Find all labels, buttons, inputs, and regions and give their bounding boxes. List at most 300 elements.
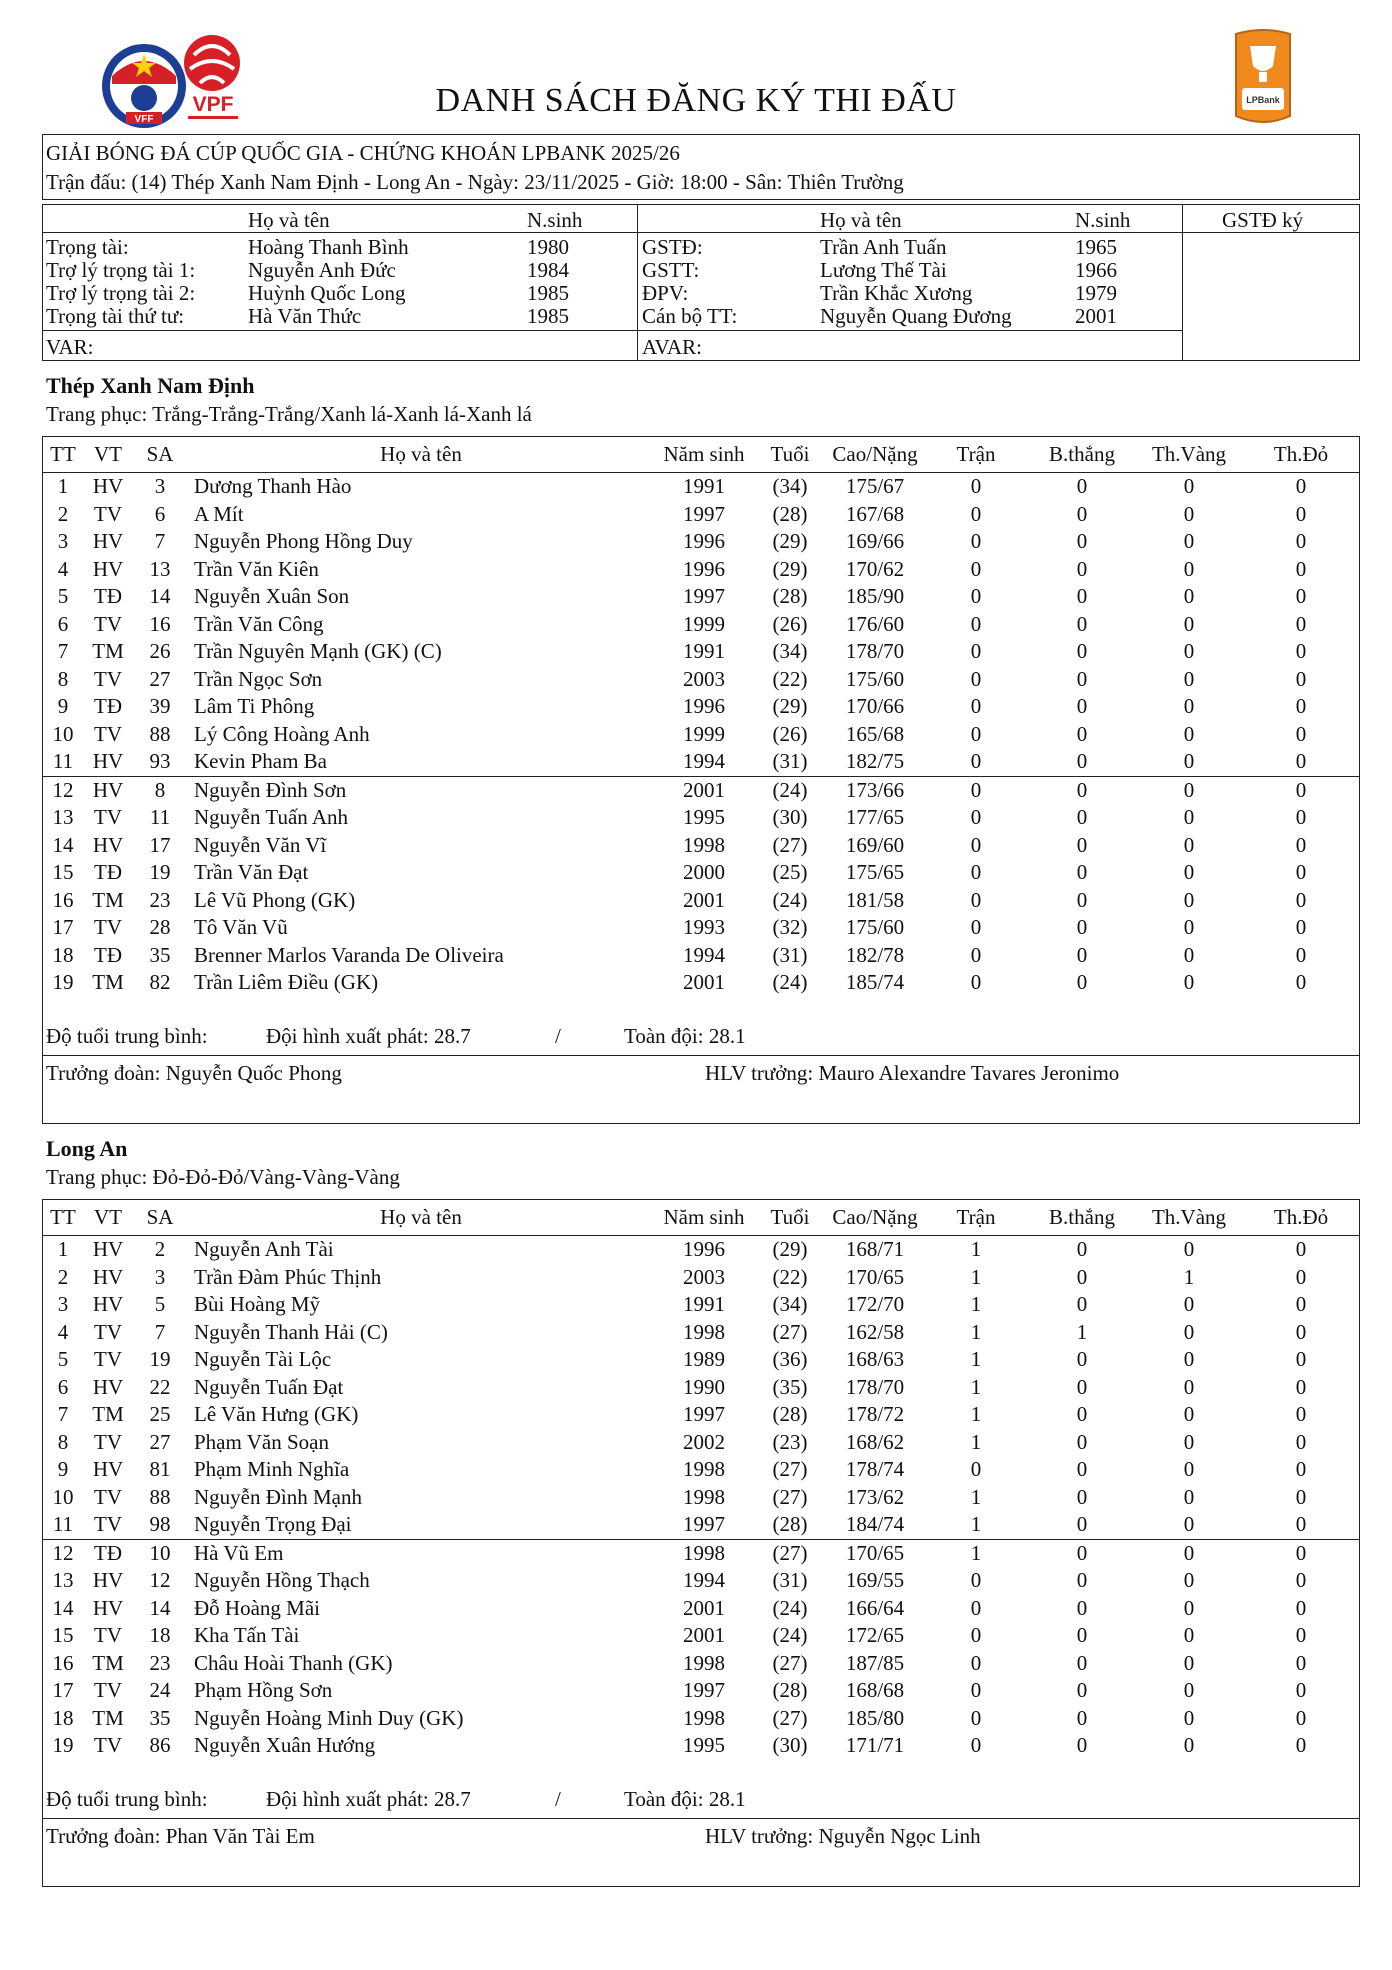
player-vt: TM [92, 1650, 124, 1675]
official-name: Hà Văn Thức [248, 304, 362, 328]
player-vt: TV [94, 611, 122, 636]
player-sa: 18 [149, 1623, 171, 1647]
player-tt: 7 [57, 639, 69, 663]
player-yellow: 0 [1183, 1650, 1195, 1675]
player-goals: 0 [1076, 1623, 1088, 1647]
player-sa: 14 [149, 584, 171, 608]
player-age: (32) [772, 915, 808, 939]
player-year: 1991 [683, 1292, 725, 1316]
player-height-weight: 175/60 [845, 915, 905, 939]
player-age: (27) [772, 1705, 808, 1730]
player-yellow: 0 [1183, 805, 1195, 829]
player-goals: 0 [1076, 1484, 1088, 1509]
player-yellow: 0 [1183, 694, 1195, 718]
official-name: Trần Khắc Xương [820, 281, 973, 305]
player-tt: 9 [57, 1457, 69, 1481]
player-vt: HV [92, 474, 124, 498]
column-header-vt: VT [84, 436, 132, 473]
player-yellow: 0 [1183, 1595, 1195, 1620]
player-age: (34) [772, 474, 808, 498]
player-year: 2001 [683, 887, 725, 912]
table-row [42, 804, 1360, 832]
player-vt: HV [92, 1292, 124, 1316]
player-sa: 8 [132, 776, 188, 804]
player-vt: TV [94, 1347, 122, 1371]
player-sa: 2 [154, 1237, 166, 1261]
player-vt: TM [92, 1705, 124, 1730]
player-goals: 0 [1076, 942, 1088, 967]
player-red: 0 [1295, 1678, 1307, 1702]
player-goals: 0 [1076, 556, 1088, 581]
player-age: (28) [772, 1402, 808, 1426]
player-name: Nguyễn Xuân Hướng [194, 1733, 376, 1757]
player-name: Lâm Ti Phông [194, 694, 315, 718]
official-name: Nguyễn Anh Đức [248, 258, 396, 282]
player-yellow: 1 [1183, 1264, 1195, 1289]
player-goals: 0 [1076, 887, 1088, 912]
player-sa: 35 [149, 1705, 171, 1730]
player-year: 1996 [683, 556, 725, 581]
player-vt: HV [84, 776, 132, 804]
player-name: Bùi Hoàng Mỹ [194, 1292, 320, 1316]
official-role: ĐPV: [642, 281, 689, 305]
table-row [42, 1595, 1360, 1623]
table-row [42, 1622, 1360, 1650]
player-height-weight: 170/65 [845, 1264, 905, 1289]
player-vt: TV [94, 666, 122, 691]
player-vt: TV [94, 1733, 122, 1757]
table-row [42, 1346, 1360, 1374]
player-name: Hà Vũ Em [188, 1539, 654, 1567]
player-matches: 0 [970, 666, 982, 691]
player-name: Nguyễn Phong Hồng Duy [194, 529, 413, 553]
table-row [42, 887, 1360, 915]
player-yellow: 0 [1183, 1568, 1195, 1592]
player-age: (31) [772, 942, 808, 967]
player-goals: 0 [1076, 1595, 1088, 1620]
player-age: (29) [772, 694, 808, 718]
player-red: 0 [1295, 1237, 1307, 1261]
player-sa: 39 [149, 694, 171, 718]
player-year: 1999 [683, 721, 725, 746]
table-row [42, 1705, 1360, 1733]
player-name: Phạm Văn Soạn [194, 1429, 329, 1454]
player-age: (27) [772, 1319, 808, 1344]
player-matches: 1 [970, 1319, 982, 1344]
player-year: 1998 [654, 1539, 754, 1567]
team-manager: Trưởng đoàn: Phan Văn Tài Em [46, 1824, 315, 1848]
player-height-weight: 175/65 [845, 860, 905, 884]
player-height-weight: 169/55 [845, 1568, 905, 1592]
player-name: Nguyễn Tuấn Đạt [194, 1374, 344, 1399]
player-yellow: 0 [1183, 915, 1195, 939]
player-year: 1994 [683, 749, 725, 773]
player-vt: TV [94, 1623, 122, 1647]
player-sa: 86 [149, 1733, 171, 1757]
player-year: 2001 [683, 1595, 725, 1620]
player-tt: 15 [52, 1623, 74, 1647]
player-sa: 27 [149, 1429, 171, 1454]
official-year: 1985 [527, 281, 569, 305]
player-matches: 0 [970, 556, 982, 581]
table-row [42, 969, 1360, 997]
player-vt: TM [92, 970, 124, 994]
player-year: 1990 [683, 1374, 725, 1399]
team-manager: Trưởng đoàn: Nguyễn Quốc Phong [46, 1061, 342, 1085]
player-sa: 7 [154, 1319, 166, 1344]
official-year: 1985 [527, 304, 569, 328]
player-age: (27) [772, 832, 808, 857]
player-matches: 0 [970, 805, 982, 829]
column-header-yellow: Th.Vàng [1136, 1199, 1242, 1236]
player-year: 2001 [683, 970, 725, 994]
player-matches: 0 [970, 749, 982, 773]
official-year: 1979 [1075, 281, 1117, 305]
player-height-weight: 177/65 [845, 805, 905, 829]
player-tt: 8 [57, 1429, 69, 1454]
player-name: Trần Văn Đạt [194, 860, 309, 884]
player-height-weight: 182/75 [845, 749, 905, 773]
column-header-height-weight: Cao/Nặng [826, 1199, 924, 1236]
player-matches: 1 [970, 1347, 982, 1371]
player-matches: 1 [970, 1237, 982, 1261]
player-height-weight: 170/65 [826, 1539, 924, 1567]
table-row [42, 1429, 1360, 1457]
player-goals: 0 [1076, 1374, 1088, 1399]
table-row [42, 1567, 1360, 1595]
player-year: 1991 [683, 639, 725, 663]
official-name: Nguyễn Quang Đương [820, 304, 1012, 328]
officials-header-rule [42, 232, 1360, 233]
player-tt: 2 [57, 501, 69, 526]
player-name: Tô Văn Vũ [194, 915, 288, 939]
player-vt: TM [92, 1402, 124, 1426]
player-yellow: 0 [1183, 529, 1195, 553]
player-age: (28) [772, 584, 808, 608]
player-name: Nguyễn Văn Vĩ [194, 832, 327, 857]
player-height-weight: 178/70 [845, 1374, 905, 1399]
player-age: (25) [772, 860, 808, 884]
column-header-height-weight: Cao/Nặng [826, 436, 924, 473]
player-sa: 93 [149, 749, 171, 773]
player-yellow: 0 [1183, 887, 1195, 912]
official-year: 1966 [1075, 258, 1117, 282]
player-tt: 9 [57, 694, 69, 718]
team-name: Thép Xanh Nam Định [46, 373, 255, 398]
player-tt: 11 [52, 749, 74, 773]
player-matches: 0 [970, 1568, 982, 1592]
player-tt: 14 [52, 832, 74, 857]
player-height-weight: 168/63 [845, 1347, 905, 1371]
player-height-weight: 168/71 [845, 1237, 905, 1261]
player-matches: 0 [970, 474, 982, 498]
player-yellow: 0 [1183, 1374, 1195, 1399]
player-vt: TV [94, 1429, 122, 1454]
player-vt: HV [92, 529, 124, 553]
player-goals: 0 [1076, 474, 1088, 498]
player-height-weight: 162/58 [845, 1319, 905, 1344]
player-goals: 0 [1076, 832, 1088, 857]
player-tt: 1 [57, 474, 69, 498]
player-height-weight: 178/70 [845, 639, 905, 663]
column-header-matches: Trận [924, 436, 1028, 473]
player-year: 2001 [654, 776, 754, 804]
svg-text:VPF: VPF [192, 93, 234, 116]
table-row [42, 473, 1360, 501]
player-matches: 0 [970, 584, 982, 608]
player-tt: 4 [57, 1319, 69, 1344]
official-name: Huỳnh Quốc Long [248, 281, 406, 305]
player-red: 0 [1295, 1264, 1307, 1289]
player-matches: 1 [970, 1429, 982, 1454]
player-height-weight: 178/72 [845, 1402, 905, 1426]
player-age: (29) [772, 529, 808, 553]
player-tt: 10 [52, 721, 74, 746]
column-header-red: Th.Đỏ [1242, 436, 1360, 473]
table-row [42, 1401, 1360, 1429]
player-yellow: 0 [1183, 611, 1195, 636]
player-name: Nguyễn Đình Mạnh [194, 1484, 362, 1509]
player-vt: TV [94, 805, 122, 829]
column-header-tt: TT [42, 1199, 84, 1236]
player-red: 0 [1295, 1319, 1307, 1344]
team1-roster-table [42, 436, 1360, 997]
team2-summary-rule [42, 1818, 1360, 1819]
player-goals: 0 [1076, 1678, 1088, 1702]
player-name: Lê Văn Hưng (GK) [194, 1402, 359, 1426]
player-height-weight: 170/62 [845, 556, 905, 581]
table-row [42, 942, 1360, 970]
player-year: 1993 [683, 915, 725, 939]
player-tt: 19 [52, 1733, 74, 1757]
player-name: Nguyễn Thanh Hải (C) [194, 1319, 388, 1344]
team2-roster-table [42, 1199, 1360, 1760]
avg-separator: / [555, 1787, 561, 1811]
player-tt: 2 [57, 1264, 69, 1289]
player-year: 2001 [683, 1623, 725, 1647]
player-height-weight: 168/62 [845, 1429, 905, 1454]
player-red: 0 [1295, 805, 1307, 829]
player-year: 1997 [683, 501, 725, 526]
player-yellow: 0 [1183, 1484, 1195, 1509]
player-red: 0 [1295, 1650, 1307, 1675]
player-matches: 0 [970, 1678, 982, 1702]
player-height-weight: 172/70 [845, 1292, 905, 1316]
column-header-yellow: Th.Vàng [1136, 436, 1242, 473]
player-vt: TV [94, 1512, 122, 1536]
player-vt: HV [92, 832, 124, 857]
player-yellow: 0 [1183, 832, 1195, 857]
player-matches: 0 [970, 1595, 982, 1620]
player-name: Nguyễn Xuân Son [194, 584, 350, 608]
player-sa: 17 [149, 832, 171, 857]
official-name: Hoàng Thanh Bình [248, 235, 409, 259]
table-row [42, 583, 1360, 611]
table-row [42, 611, 1360, 639]
table-row [42, 1264, 1360, 1292]
player-height-weight: 187/85 [845, 1650, 905, 1675]
player-name: Trần Nguyên Mạnh (GK) (C) [194, 639, 442, 663]
player-matches: 0 [970, 860, 982, 884]
player-goals: 0 [1076, 584, 1088, 608]
player-vt: HV [92, 556, 124, 581]
avg-separator: / [555, 1024, 561, 1048]
player-name: Nguyễn Anh Tài [194, 1237, 334, 1261]
column-header-goals: B.thắng [1028, 1199, 1136, 1236]
player-vt: TĐ [94, 860, 122, 884]
player-vt: HV [92, 1374, 124, 1399]
table-row [42, 1650, 1360, 1678]
player-year: 1994 [683, 942, 725, 967]
player-red: 0 [1295, 860, 1307, 884]
player-red: 0 [1295, 611, 1307, 636]
player-sa: 82 [149, 970, 171, 994]
player-sa: 14 [149, 1595, 171, 1620]
player-height-weight: 171/71 [845, 1733, 905, 1757]
player-age: (28) [772, 501, 808, 526]
player-yellow: 0 [1183, 501, 1195, 526]
player-name: Phạm Hồng Sơn [194, 1678, 333, 1702]
player-age: (35) [772, 1374, 808, 1399]
player-matches: 0 [970, 694, 982, 718]
player-tt: 16 [52, 887, 74, 912]
player-matches: 0 [970, 501, 982, 526]
player-year: 1998 [683, 1457, 725, 1481]
player-name: A Mít [194, 501, 244, 526]
player-vt: TV [94, 1678, 122, 1702]
table-row [42, 1484, 1360, 1512]
player-goals: 0 [1076, 501, 1088, 526]
player-vt: TV [94, 915, 122, 939]
match-info: Trận đấu: (14) Thép Xanh Nam Định - Long An - Ngày: 23/11/2025 - Giờ: 18:00 - Sân: Thiên Trường [46, 170, 904, 194]
player-vt: HV [92, 1568, 124, 1592]
player-matches: 1 [970, 1484, 982, 1509]
officials-col-sign: GSTĐ ký [1222, 208, 1304, 232]
player-goals: 0 [1028, 776, 1136, 804]
player-vt: TM [92, 887, 124, 912]
player-tt: 13 [52, 805, 74, 829]
official-year: 1980 [527, 235, 569, 259]
player-sa: 24 [149, 1678, 171, 1702]
player-year: 1999 [683, 611, 725, 636]
column-header-year: Năm sinh [654, 436, 754, 473]
table-row [42, 1539, 1360, 1567]
player-name: Lê Vũ Phong (GK) [194, 887, 356, 912]
player-red: 0 [1295, 501, 1307, 526]
avg-age-label: Độ tuổi trung bình: [46, 1024, 208, 1048]
table-row [42, 1319, 1360, 1347]
player-name: Nguyễn Hồng Thạch [194, 1568, 370, 1592]
player-yellow: 0 [1183, 556, 1195, 581]
player-year: 1996 [683, 694, 725, 718]
player-matches: 0 [970, 721, 982, 746]
player-yellow: 0 [1136, 1539, 1242, 1567]
player-sa: 7 [154, 529, 166, 553]
player-vt: HV [92, 1595, 124, 1620]
officials-mid-divider [637, 204, 638, 361]
player-red: 0 [1295, 970, 1307, 994]
player-yellow: 0 [1183, 1237, 1195, 1261]
player-height-weight: 165/68 [845, 721, 905, 746]
player-year: 1989 [683, 1347, 725, 1371]
player-year: 1998 [683, 1484, 725, 1509]
player-age: (31) [772, 1568, 808, 1592]
player-red: 0 [1295, 1568, 1307, 1592]
player-goals: 0 [1076, 1292, 1088, 1316]
player-name: Châu Hoài Thanh (GK) [194, 1650, 393, 1675]
table-row [42, 721, 1360, 749]
player-vt: HV [92, 749, 124, 773]
player-name: Kevin Pham Ba [194, 749, 327, 773]
player-matches: 1 [970, 1292, 982, 1316]
player-name: Đỗ Hoàng Mãi [194, 1595, 320, 1620]
player-year: 1996 [683, 1237, 725, 1261]
player-sa: 19 [149, 860, 171, 884]
player-sa: 23 [149, 1650, 171, 1675]
player-goals: 0 [1076, 1237, 1088, 1261]
team1-summary-rule [42, 1055, 1360, 1056]
player-year: 1994 [683, 1568, 725, 1592]
player-sa: 28 [149, 915, 171, 939]
avg-start-age: Đội hình xuất phát: 28.7 [266, 1024, 471, 1048]
player-yellow: 0 [1183, 1292, 1195, 1316]
player-goals: 0 [1076, 1429, 1088, 1454]
player-goals: 0 [1076, 1512, 1088, 1536]
player-height-weight: 167/68 [845, 501, 905, 526]
player-sa: 10 [132, 1539, 188, 1567]
player-matches: 0 [970, 887, 982, 912]
player-matches: 1 [924, 1539, 1028, 1567]
column-header-goals: B.thắng [1028, 436, 1136, 473]
var-label: VAR: [46, 335, 94, 359]
player-name: Trần Đàm Phúc Thịnh [194, 1264, 382, 1289]
table-row [42, 748, 1360, 776]
player-sa: 12 [149, 1568, 171, 1592]
player-matches: 0 [970, 915, 982, 939]
team-coach: HLV trưởng: Mauro Alexandre Tavares Jeronimo [705, 1061, 1120, 1085]
player-age: (22) [772, 666, 808, 691]
player-age: (26) [772, 721, 808, 746]
player-goals: 0 [1076, 1705, 1088, 1730]
player-vt: TV [94, 1484, 122, 1509]
official-name: Lương Thế Tài [820, 258, 947, 282]
player-yellow: 0 [1183, 1623, 1195, 1647]
column-header-vt: VT [84, 1199, 132, 1236]
player-height-weight: 184/74 [845, 1512, 905, 1536]
player-sa: 35 [149, 942, 171, 967]
player-matches: 0 [970, 1733, 982, 1757]
column-header-age: Tuổi [754, 1199, 826, 1236]
player-red: 0 [1295, 1705, 1307, 1730]
player-vt: TV [94, 1319, 122, 1344]
player-goals: 0 [1076, 1650, 1088, 1675]
player-name: Trần Văn Công [194, 611, 324, 636]
player-height-weight: 175/60 [845, 666, 905, 691]
player-year: 1991 [683, 474, 725, 498]
player-sa: 6 [154, 501, 166, 526]
player-sa: 25 [149, 1402, 171, 1426]
player-goals: 0 [1076, 1568, 1088, 1592]
player-yellow: 0 [1183, 749, 1195, 773]
officials-col-name: Họ và tên [248, 208, 330, 232]
player-goals: 0 [1076, 805, 1088, 829]
player-tt: 1 [57, 1237, 69, 1261]
player-red: 0 [1295, 694, 1307, 718]
player-matches: 0 [970, 1705, 982, 1730]
player-age: (24) [772, 1595, 808, 1620]
player-age: (34) [772, 639, 808, 663]
player-red: 0 [1295, 915, 1307, 939]
